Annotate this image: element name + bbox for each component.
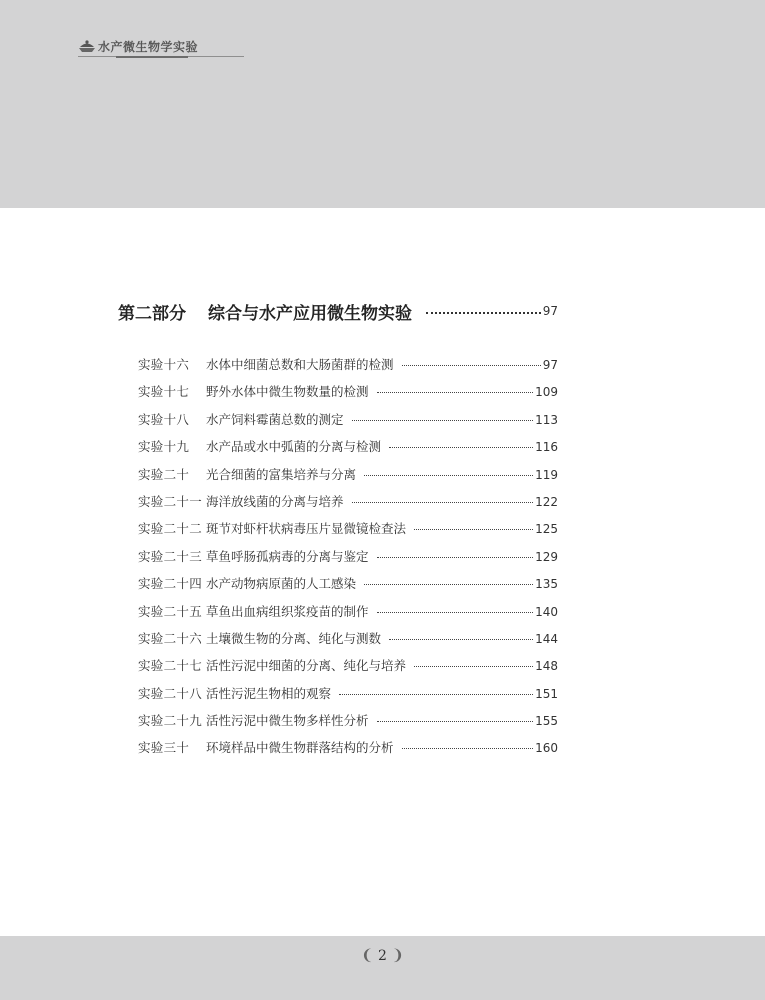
toc-entry[interactable] (138, 738, 558, 765)
experiment-number: 实验二十 (138, 466, 190, 482)
experiment-number: 实验二十八 (138, 685, 203, 701)
toc-entry[interactable] (138, 492, 558, 519)
experiment-page: 148 (535, 659, 558, 674)
dot-leader (377, 721, 534, 722)
experiment-title: 海洋放线菌的分离与培养 (206, 493, 344, 509)
experiment-number: 实验十七 (138, 384, 190, 400)
experiment-page: 140 (535, 604, 558, 619)
header-band (0, 0, 765, 208)
experiment-title: 活性污泥生物相的观察 (206, 685, 332, 701)
experiment-title: 光合细菌的富集培养与分离 (206, 466, 357, 482)
experiment-page: 109 (535, 385, 558, 400)
right-bracket-icon: ❩ (391, 946, 404, 964)
dot-leader (377, 392, 534, 393)
experiment-title: 活性污泥中细菌的分离、纯化与培养 (206, 658, 407, 674)
left-bracket-icon: ❨ (361, 946, 374, 964)
toc-entry[interactable] (138, 382, 558, 409)
dot-leader (352, 502, 534, 503)
experiment-page: 144 (535, 631, 558, 646)
experiment-title: 水产饲料霉菌总数的测定 (206, 411, 344, 427)
experiment-title: 活性污泥中微生物多样性分析 (206, 713, 369, 729)
toc-entry[interactable] (138, 602, 558, 629)
experiment-number: 实验十八 (138, 411, 190, 427)
experiment-title: 草鱼呼肠孤病毒的分离与鉴定 (206, 548, 369, 564)
toc-entry[interactable] (138, 574, 558, 601)
experiment-title: 草鱼出血病组织浆疫苗的制作 (206, 603, 369, 619)
experiment-page: 160 (535, 741, 558, 756)
dot-leader (426, 304, 541, 314)
part-number: 第二部分 (118, 303, 186, 324)
experiment-page: 135 (535, 577, 558, 592)
experiment-number: 实验二十七 (138, 658, 203, 674)
experiment-number: 实验二十五 (138, 603, 203, 619)
experiment-number: 实验二十一 (138, 493, 203, 509)
experiment-number: 实验二十二 (138, 521, 203, 537)
experiment-page: 122 (535, 494, 558, 509)
fish-ship-logo-icon (78, 38, 96, 54)
toc-entry[interactable] (138, 355, 558, 382)
experiment-number: 实验二十四 (138, 576, 203, 592)
experiment-title: 野外水体中微生物数量的检测 (206, 384, 369, 400)
experiment-title: 环境样品中微生物群落结构的分析 (206, 740, 394, 756)
toc-entry[interactable] (138, 437, 558, 464)
dot-leader (402, 748, 534, 749)
dot-leader (414, 529, 533, 530)
experiment-page: 116 (535, 440, 558, 455)
experiment-title: 水产品或水中弧菌的分离与检测 (206, 439, 382, 455)
dot-leader (364, 475, 533, 476)
dot-leader (389, 447, 533, 448)
book-title: 水产微生物学实验 (98, 40, 199, 54)
part-title: 综合与水产应用微生物实验 (208, 303, 412, 324)
experiment-number: 实验十九 (138, 439, 190, 455)
dot-leader (352, 420, 534, 421)
dot-leader (364, 584, 533, 585)
dot-leader (414, 666, 533, 667)
toc-entry[interactable] (138, 656, 558, 683)
dot-leader (377, 557, 534, 558)
experiment-page: 119 (535, 467, 558, 482)
experiment-page: 155 (535, 714, 558, 729)
toc-entry[interactable] (138, 519, 558, 546)
dot-leader (402, 365, 541, 366)
toc-entry[interactable] (138, 547, 558, 574)
dot-leader (377, 612, 534, 613)
experiment-number: 实验二十六 (138, 630, 203, 646)
experiment-number: 实验二十三 (138, 548, 203, 564)
toc-entry[interactable] (138, 711, 558, 738)
experiment-title: 土壤微生物的分离、纯化与测数 (206, 630, 382, 646)
experiment-number: 实验三十 (138, 740, 190, 756)
toc-entry[interactable] (138, 410, 558, 437)
experiment-title: 水体中细菌总数和大肠菌群的检测 (206, 357, 394, 372)
part-page-number: 97 (542, 304, 558, 318)
part-heading[interactable] (118, 298, 558, 324)
toc-entry[interactable] (138, 465, 558, 492)
table-of-contents (138, 355, 558, 766)
experiment-page: 151 (535, 686, 558, 701)
experiment-number: 实验二十九 (138, 713, 203, 729)
experiment-page: 113 (535, 412, 558, 427)
page-number-value: 2 (378, 948, 387, 964)
experiment-title: 斑节对虾杆状病毒压片显微镜检查法 (206, 521, 407, 537)
dot-leader (339, 694, 533, 695)
toc-entry[interactable] (138, 629, 558, 656)
experiment-number: 实验十六 (138, 357, 190, 372)
header-rule-accent (116, 56, 188, 58)
experiment-page: 125 (535, 522, 558, 537)
running-header (78, 37, 244, 59)
experiment-page: 129 (535, 549, 558, 564)
page-number (0, 946, 765, 964)
dot-leader (389, 639, 533, 640)
experiment-title: 水产动物病原菌的人工感染 (206, 576, 357, 592)
experiment-page: 97 (542, 358, 558, 372)
toc-entry[interactable] (138, 684, 558, 711)
